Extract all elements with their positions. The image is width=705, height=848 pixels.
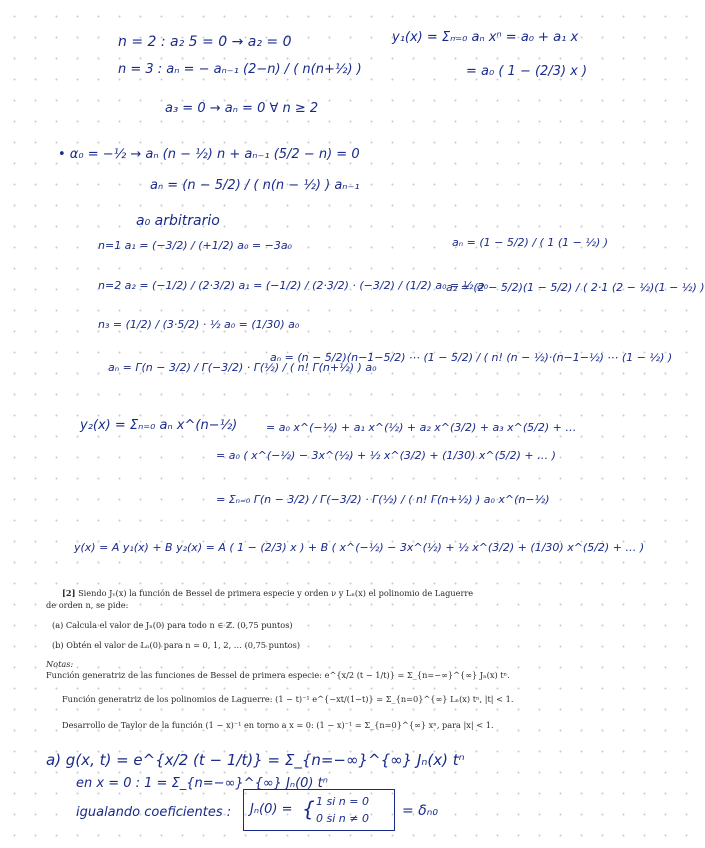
hw-line-a0-arbitrario: a₀ arbitrario (136, 213, 220, 229)
note-taylor-expansion: Desarrollo de Taylor de la función (1 − x)⁻¹ en torno a x = 0: (1 − x)⁻¹ = Σ_{n=0}^{∞} xⁿ, para |x| < 1. (62, 720, 494, 730)
problem-statement-line-2: de orden n, se pide: (46, 600, 129, 610)
answer-igualando: igualando coeficientes : (76, 805, 232, 820)
hw-line-alpha0-recurrence: • α₀ = −½ → aₙ (n − ½) n + aₙ₋₁ (5/2 − n) = 0 (58, 147, 360, 162)
hw-line-n3-second: n₃ = (1/2) / (3·5/2) · ½ a₀ = (1/30) a₀ (98, 318, 300, 331)
problem-statement-text-1: Siendo Jᵥ(x) la función de Bessel de primera especie y orden ν y Lₙ(x) el polinomio de Laguerre (78, 588, 474, 598)
box-case-1: 1 si n = 0 (316, 795, 369, 808)
hw-line-general-solution: y(x) = A y₁(x) + B y₂(x) = A ( 1 − (2/3) x ) + B ( x^(−½) − 3x^(½) + ½ x^(3/2) + (1/30) x^(5/2) + … ) (74, 541, 645, 554)
hw-line-n2-second: n=2 a₂ = (−1/2) / (2·3/2) a₁ = (−1/2) / (2·3/2) · (−3/2) / (1/2) a₀ = ½ a₀ (98, 279, 489, 292)
box-lhs: Jₙ(0) = (250, 802, 293, 817)
hw-line-n2: n = 2 : a₂ 5 = 0 → a₂ = 0 (118, 34, 292, 50)
note-bessel-generating-function: Función generatriz de las funciones de Bessel de primera especie: e^{x/2 (t − 1/t)} = Σ_{n=−∞}^{∞} Jₙ(x) tⁿ. (46, 670, 510, 680)
problem-number: [2] (62, 588, 76, 598)
hw-line-n3: n = 3 : aₙ = − aₙ₋₁ (2−n) / ( n(n+½) ) (118, 62, 362, 77)
notes-title: Notas: (46, 659, 74, 669)
hw-line-an-gamma: aₙ = Γ(n − 3/2) / Γ(−3/2) · Γ(½) / ( n! Γ(n+½) ) a₀ (108, 361, 377, 374)
hw-line-n1: n=1 a₁ = (−3/2) / (+1/2) a₀ = −3a₀ (98, 239, 292, 252)
answer-boxed-result (243, 789, 395, 831)
hw-line-y1: y₁(x) = Σₙ₌₀ aₙ xⁿ = a₀ + a₁ x (392, 30, 579, 45)
hw-line-an-right-general: aₙ = (n − 5/2)(n−1−5/2) ⋯ (1 − 5/2) / ( n! (n − ½)·(n−1−½) ⋯ (1 − ½) ) (270, 351, 673, 364)
problem-item-b: (b) Obtén el valor de Lₙ(0) para n = 0, 1, 2, … (0,75 puntos) (52, 640, 301, 650)
answer-line-x0: en x = 0 : 1 = Σ_{n=−∞}^{∞} Jₙ(0) tⁿ (76, 776, 328, 791)
answer-line-a: a) g(x, t) = e^{x/2 (t − 1/t)} = Σ_{n=−∞}^{∞} Jₙ(x) tⁿ (46, 751, 465, 769)
box-case-2: 0 si n ≠ 0 (316, 812, 369, 825)
box-brace: { (302, 797, 315, 821)
hw-line-a3-zero: a₃ = 0 → aₙ = 0 ∀ n ≥ 2 (165, 101, 319, 116)
problem-item-a: (a) Calcula el valor de Jₙ(0) para todo n ∈ ℤ. (0,75 puntos) (52, 620, 293, 630)
answer-kronecker-delta: = δₙ₀ (402, 803, 438, 819)
note-laguerre-generating-function: Función generatriz de los polinomios de Laguerre: (1 − t)⁻¹ e^{−xt/(1−t)} = Σ_{n=0}^{∞} Lₙ(x) tⁿ, |t| < 1. (62, 694, 514, 704)
problem-statement-line-1 (62, 588, 473, 599)
hw-line-y2-expansion: = a₀ x^(−½) + a₁ x^(½) + a₂ x^(3/2) + a₃ x^(5/2) + … (266, 421, 577, 434)
hw-line-y2-factored: = a₀ ( x^(−½) − 3x^(½) + ½ x^(3/2) + (1/30) x^(5/2) + … ) (216, 449, 556, 462)
hw-line-an-formula: aₙ = (n − 5/2) / ( n(n − ½) ) aₙ₋₁ (150, 178, 360, 193)
hw-line-y1-result: = a₀ ( 1 − (2/3) x ) (466, 64, 588, 79)
hw-line-an-right-1: aₙ = (1 − 5/2) / ( 1 (1 − ½) ) (452, 236, 609, 249)
hw-line-y2-series: y₂(x) = Σₙ₌₀ aₙ x^(n−½) (80, 418, 238, 433)
hw-line-y2-gamma-sum: = Σₙ₌₀ Γ(n − 3/2) / Γ(−3/2) · Γ(½) / ( n! Γ(n+½) ) a₀ x^(n−½) (216, 493, 550, 506)
hw-line-a2-right: a₂ = (2 − 5/2)(1 − 5/2) / ( 2·1 (2 − ½)(1 − ½) ) (446, 281, 705, 294)
